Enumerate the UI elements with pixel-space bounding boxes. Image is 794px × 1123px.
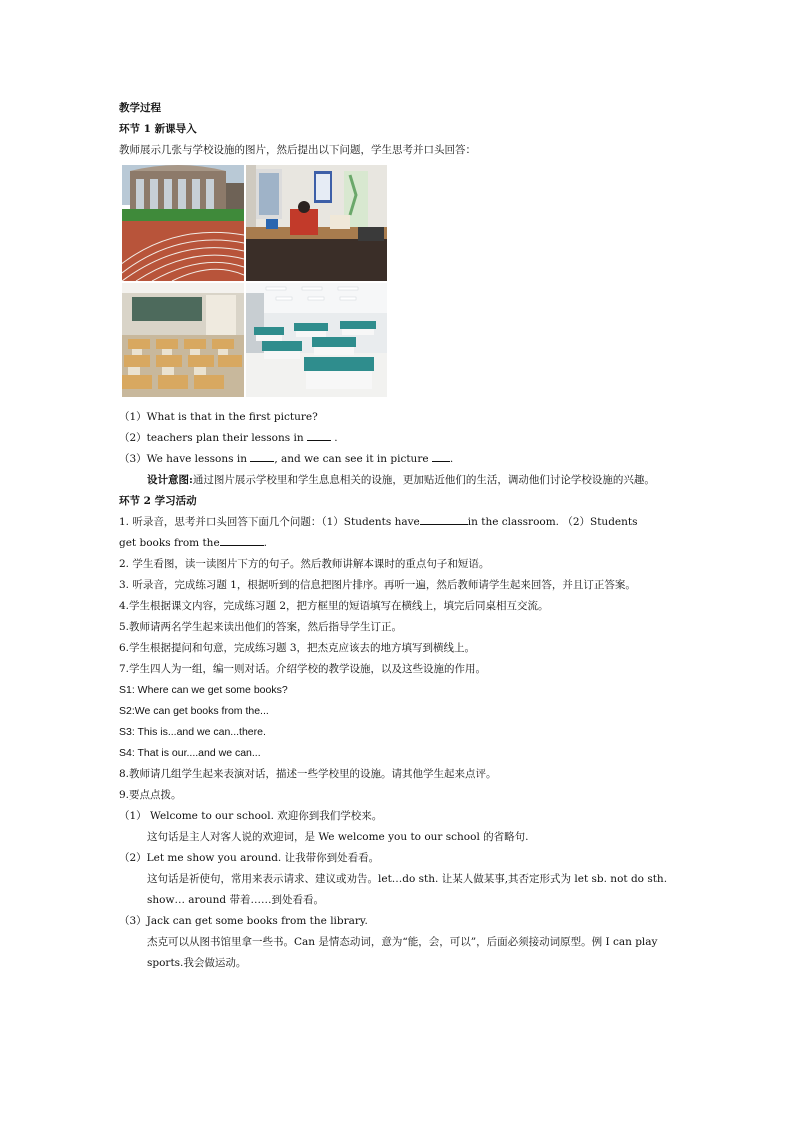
point-3-title: （3）Jack can get some books from the library.	[119, 915, 368, 927]
step-2: 2. 学生看图，读一读图片下方的句子。然后教师讲解本课时的重点句子和短语。	[119, 558, 490, 570]
answer-blank	[220, 533, 264, 546]
point-1-note: 这句话是主人对客人说的欢迎词，是 We welcome you to our school 的省略句.	[147, 831, 529, 843]
step-9: 9.要点点拨。	[119, 789, 182, 801]
step-3: 3. 听录音，完成练习题 1，根据听到的信息把图片排序。再听一遍，然后教师请学生起来回答，并且订正答案。	[119, 579, 636, 591]
dialog-line-2: S2:We can get books from the...	[119, 705, 269, 717]
question-1: （1）What is that in the first picture?	[119, 411, 318, 423]
running-track-photo	[122, 165, 244, 281]
facility-image-grid	[122, 165, 387, 397]
design-intent	[119, 470, 675, 491]
dialog-line-4: S4: That is our....and we can...	[119, 747, 261, 759]
step-6: 6.学生根据提问和句意，完成练习题 3，把杰克应该去的地方填写到横线上。	[119, 642, 476, 654]
section1-title: 环节 1 新课导入	[119, 123, 197, 135]
question-2: （2）teachers plan their lessons in .	[119, 428, 675, 449]
dialog-line-3: S3: This is...and we can...there.	[119, 726, 266, 738]
design-intent-label: 设计意图:	[147, 474, 193, 486]
step-5: 5.教师请两名学生起来读出他们的答案，然后指导学生订正。	[119, 621, 403, 633]
question-3: （3）We have lessons in , and we can see it in picture .	[119, 449, 675, 470]
step-4: 4.学生根据课文内容，完成练习题 2，把方框里的短语填写在横线上，填完后同桌相互交流。	[119, 600, 549, 612]
step-8: 8.教师请几组学生起来表演对话，描述一些学校里的设施。请其他学生起来点评。	[119, 768, 497, 780]
section1-intro: 教师展示几张与学校设施的图片，然后提出以下问题，学生思考并口头回答：	[119, 144, 476, 156]
step-1: 1. 听录音，思考并口头回答下面几个问题：（1）Students have in the classroom. （2）Students get books from the .	[119, 512, 675, 554]
teacher-office-photo	[246, 165, 387, 281]
section2-title: 环节 2 学习活动	[119, 495, 197, 507]
answer-blank	[307, 428, 331, 441]
design-intent-text: 通过图片展示学校里和学生息息相关的设施，更加贴近他们的生活，调动他们讨论学校设施的兴趣。	[192, 474, 655, 486]
point-1-title: （1） Welcome to our school. 欢迎你到我们学校来。	[119, 810, 383, 822]
classroom-photo	[122, 283, 244, 397]
answer-blank	[420, 512, 468, 525]
point-2-title: （2）Let me show you around. 让我带你到处看看。	[119, 852, 380, 864]
science-lab-photo	[246, 283, 387, 397]
point-3-note: 杰克可以从图书馆里拿一些书。Can 是情态动词，意为“能，会，可以”，后面必须接动词原型。例 I can play sports.我会做运动。	[147, 936, 658, 969]
section-heading: 教学过程	[119, 102, 161, 114]
answer-blank	[250, 449, 274, 462]
dialog-line-1: S1: Where can we get some books?	[119, 684, 288, 696]
step-7: 7.学生四人为一组，编一则对话。介绍学校的教学设施，以及这些设施的作用。	[119, 663, 487, 675]
answer-blank	[432, 449, 450, 462]
point-2-note: 这句话是祈使句，常用来表示请求、建议或劝告。let…do sth. 让某人做某事,其否定形式为 let sb. not do sth. show… around 带着……到处看看。	[147, 873, 668, 906]
document-body	[119, 98, 675, 974]
